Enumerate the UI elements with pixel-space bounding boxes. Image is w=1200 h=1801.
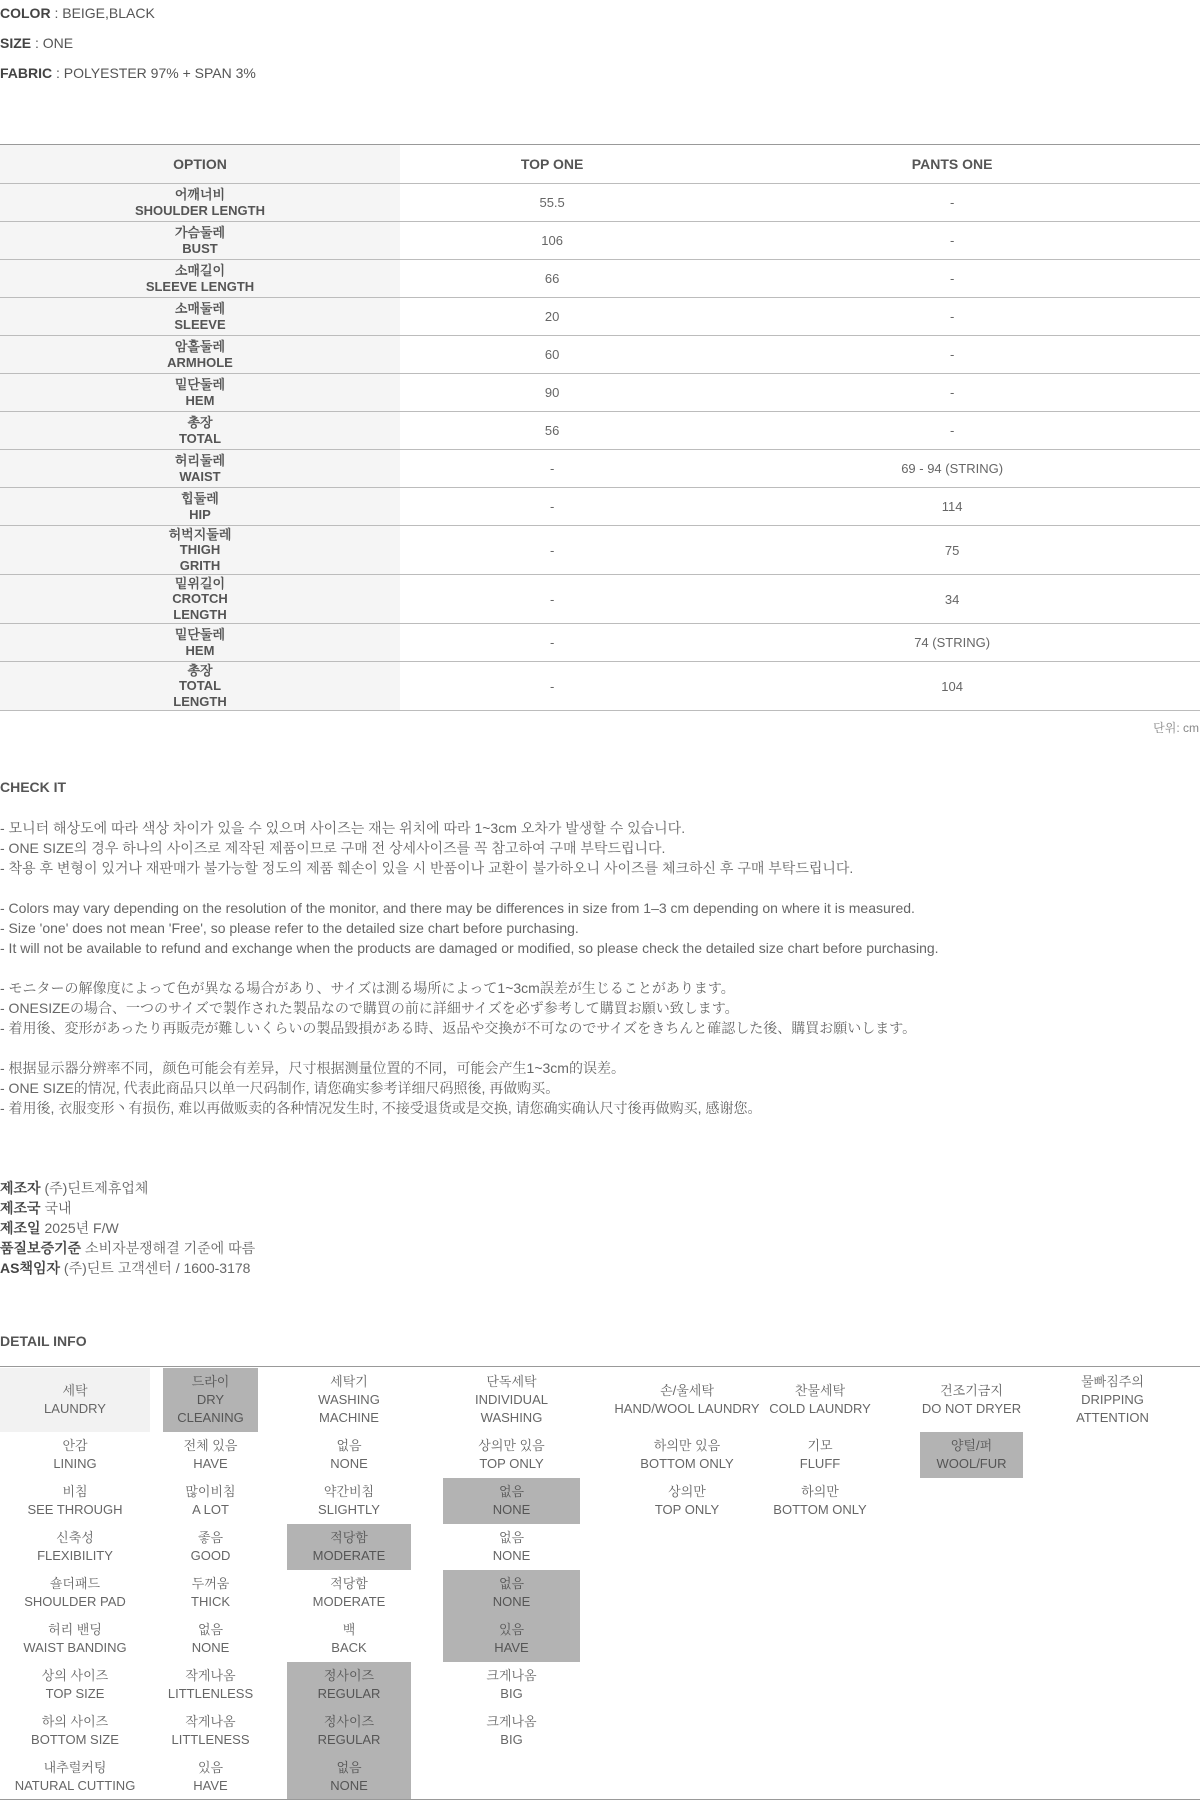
detail-row-label-text: SHOULDER PAD bbox=[24, 1594, 126, 1609]
detail-row-label bbox=[0, 1368, 150, 1432]
notes-group bbox=[0, 1058, 939, 1118]
detail-option-en: BOTTOM ONLY bbox=[640, 1456, 734, 1471]
detail-option-en: DRY CLEANING bbox=[177, 1392, 244, 1425]
size-row-label bbox=[0, 336, 400, 374]
size-row-label-ko: 밑단둘레 bbox=[174, 377, 226, 392]
notes-group bbox=[0, 978, 939, 1038]
detail-option-en: HAVE bbox=[494, 1640, 529, 1655]
detail-option bbox=[443, 1432, 580, 1478]
detail-option-en: BACK bbox=[331, 1640, 367, 1655]
detail-option-ko: 없음 bbox=[336, 1438, 362, 1453]
notes-line: - 根据显示器分辨率不同，颜色可能会有差异，尺寸根据测量位置的不同，可能会产生1~3cm的误差。 bbox=[0, 1060, 625, 1076]
detail-option-ko: 드라이 bbox=[191, 1374, 230, 1389]
size-row-label-en: HEM bbox=[185, 392, 215, 408]
detail-option-ko: 손/울세탁 bbox=[660, 1383, 714, 1398]
detail-option bbox=[287, 1432, 411, 1478]
spec-size-key: SIZE bbox=[0, 35, 32, 51]
size-row-label-en: TOTAL bbox=[178, 678, 222, 694]
size-row-pants-value: 69 - 94 (STRING) bbox=[704, 450, 1200, 488]
size-row-label-ko: 소매길이 bbox=[174, 263, 226, 278]
detail-option bbox=[287, 1478, 411, 1524]
detail-option-en: BIG bbox=[500, 1732, 523, 1747]
size-row-label bbox=[0, 298, 400, 336]
check-it-title: CHECK IT bbox=[0, 779, 67, 795]
detail-option-selected bbox=[287, 1754, 411, 1800]
size-row-label-en: CROTCH bbox=[172, 591, 228, 607]
size-row-label-en: ARMHOLE bbox=[167, 354, 233, 370]
detail-option-en: REGULAR bbox=[317, 1686, 381, 1701]
header-option: OPTION bbox=[0, 145, 400, 184]
size-row bbox=[0, 336, 1200, 374]
detail-option-en: THICK bbox=[191, 1594, 230, 1609]
maker-info bbox=[0, 1178, 255, 1278]
size-row-label bbox=[0, 450, 400, 488]
spec-fabric bbox=[0, 65, 256, 81]
size-row-label-ko: 총장 bbox=[187, 415, 213, 430]
detail-option-ko: 없음 bbox=[197, 1622, 224, 1637]
size-row bbox=[0, 298, 1200, 336]
maker-info-label: 품질보증기준 bbox=[0, 1240, 82, 1256]
size-row-label bbox=[0, 374, 400, 412]
detail-option bbox=[163, 1524, 258, 1570]
detail-row-label-text: 비침 bbox=[62, 1484, 88, 1499]
detail-option bbox=[760, 1368, 880, 1432]
size-row-label bbox=[0, 412, 400, 450]
detail-option bbox=[163, 1754, 258, 1800]
detail-option-en: NONE bbox=[330, 1456, 368, 1471]
maker-info-line bbox=[0, 1258, 255, 1278]
detail-option-ko: 없음 bbox=[498, 1484, 525, 1499]
detail-option-selected bbox=[443, 1478, 580, 1524]
notes-line: - 着用後、変形があったり再販売が難しいくらいの製品毀損がある時、返品や交換が不可なのでサイズをきちんと確認した後、購買お願いします。 bbox=[0, 1020, 917, 1036]
size-row-top-value: - bbox=[400, 624, 704, 662]
size-row-pants-value: - bbox=[704, 336, 1200, 374]
size-table-body bbox=[0, 184, 1200, 711]
detail-row-label bbox=[0, 1524, 150, 1570]
spec-fabric-value: : POLYESTER 97% + SPAN 3% bbox=[52, 65, 256, 81]
size-row-pants-value: - bbox=[704, 298, 1200, 336]
detail-option-ko: 두꺼움 bbox=[191, 1576, 230, 1591]
detail-info-top-rule bbox=[0, 1366, 1200, 1367]
detail-option-en: INDIVIDUAL WASHING bbox=[475, 1392, 548, 1425]
detail-option-en: DO NOT DRYER bbox=[921, 1401, 1022, 1416]
size-row-label bbox=[0, 260, 400, 298]
size-row-pants-value: - bbox=[704, 184, 1200, 222]
size-row-label bbox=[0, 662, 400, 711]
detail-row-label-text: 내추럴커팅 bbox=[43, 1760, 107, 1775]
detail-option-en: NONE bbox=[492, 1502, 531, 1517]
size-row bbox=[0, 662, 1200, 711]
size-row-top-value: 66 bbox=[400, 260, 704, 298]
header-top-one: TOP ONE bbox=[400, 145, 704, 184]
detail-option-en: GOOD bbox=[190, 1548, 231, 1563]
size-row-top-value: - bbox=[400, 526, 704, 575]
size-row-pants-value: 74 (STRING) bbox=[704, 624, 1200, 662]
detail-option-ko: 작게나옴 bbox=[185, 1668, 236, 1683]
size-row-pants-value: - bbox=[704, 222, 1200, 260]
detail-option-ko: 하의만 bbox=[801, 1484, 839, 1499]
detail-option-en: HAND/WOOL LAUNDRY bbox=[614, 1401, 760, 1416]
detail-option bbox=[610, 1478, 764, 1524]
maker-info-value: 국내 bbox=[40, 1200, 72, 1216]
detail-option-ko: 상의만 bbox=[668, 1484, 706, 1499]
detail-row-label-text: 세탁 bbox=[62, 1383, 88, 1398]
detail-row-label bbox=[0, 1616, 150, 1662]
size-row-label-ko: 허벅지둘레 bbox=[168, 526, 232, 542]
notes-line: - ONE SIZE的情况, 代表此商品只以单一尺码制作, 请您确实参考详细尺码照後, 再做购买。 bbox=[0, 1080, 560, 1096]
notes-line: - Size 'one' does not mean 'Free', so please refer to the detailed size chart before purchasing. bbox=[0, 920, 579, 936]
size-row-label-ko: 힙둘레 bbox=[181, 491, 219, 506]
size-row-label-en: LENGTH bbox=[173, 693, 227, 709]
detail-option bbox=[443, 1368, 580, 1432]
size-row-label-ko: 허리둘레 bbox=[174, 453, 226, 468]
detail-option-ko: 정사이즈 bbox=[323, 1714, 375, 1729]
detail-option bbox=[610, 1432, 764, 1478]
size-row-pants-value: 104 bbox=[704, 662, 1200, 711]
detail-option bbox=[1045, 1368, 1180, 1432]
notes-group bbox=[0, 898, 939, 958]
detail-option-en: LITTLENESS bbox=[171, 1732, 250, 1747]
detail-option-selected bbox=[163, 1368, 258, 1432]
detail-option-en: SLIGHTLY bbox=[318, 1502, 380, 1517]
size-row-label-ko: 밑위길이 bbox=[174, 575, 226, 591]
detail-row-label bbox=[0, 1432, 150, 1478]
detail-option-en: MODERATE bbox=[312, 1548, 386, 1563]
size-row-label-en: SLEEVE bbox=[174, 316, 226, 332]
size-row-top-value: - bbox=[400, 662, 704, 711]
size-row-label bbox=[0, 624, 400, 662]
detail-option bbox=[610, 1368, 764, 1432]
detail-option-en: HAVE bbox=[193, 1778, 228, 1793]
detail-row-label-text: 하의 사이즈 bbox=[41, 1714, 109, 1729]
size-row-label-ko: 총장 bbox=[187, 662, 213, 678]
detail-option-ko: 단독세탁 bbox=[486, 1374, 537, 1389]
detail-option-ko: 전체 있음 bbox=[183, 1438, 238, 1453]
size-row-label-en: TOTAL bbox=[178, 430, 222, 446]
size-row-label bbox=[0, 222, 400, 260]
notes-line: - 착용 후 변형이 있거나 재판매가 불가능할 정도의 제품 훼손이 있을 시 반품이나 교환이 불가하오니 사이즈를 체크하신 후 구매 부탁드립니다. bbox=[0, 860, 854, 876]
detail-option-en: FLUFF bbox=[799, 1456, 841, 1471]
size-row-label-en: THIGH bbox=[179, 542, 221, 558]
size-row-label-ko: 밑단둘레 bbox=[174, 627, 226, 642]
detail-row-label-text: 상의 사이즈 bbox=[41, 1668, 109, 1683]
size-row-pants-value: - bbox=[704, 260, 1200, 298]
detail-option-en: WASHING MACHINE bbox=[318, 1392, 380, 1425]
size-row-label-en: WAIST bbox=[179, 468, 221, 484]
maker-info-value: (주)딘트 고객센터 / 1600-3178 bbox=[60, 1260, 251, 1276]
size-row-top-value: - bbox=[400, 488, 704, 526]
detail-option-en: COLD LAUNDRY bbox=[769, 1401, 871, 1416]
detail-option-ko: 정사이즈 bbox=[323, 1668, 375, 1683]
maker-info-value: (주)딘트제휴업체 bbox=[40, 1180, 149, 1196]
size-row-top-value: 55.5 bbox=[400, 184, 704, 222]
detail-option-ko: 크게나옴 bbox=[486, 1714, 537, 1729]
notes-group bbox=[0, 818, 939, 878]
size-row-pants-value: - bbox=[704, 374, 1200, 412]
notes-line: - ONE SIZE의 경우 하나의 사이즈로 제작된 제품이므로 구매 전 상세사이즈를 꼭 참고하여 구매 부탁드립니다. bbox=[0, 840, 666, 856]
detail-option bbox=[443, 1662, 580, 1708]
detail-option bbox=[760, 1478, 880, 1524]
size-row-top-value: 106 bbox=[400, 222, 704, 260]
detail-option-en: LITTLENLESS bbox=[167, 1686, 254, 1701]
detail-option-ko: 기모 bbox=[807, 1438, 833, 1453]
detail-option-en: HAVE bbox=[193, 1456, 228, 1471]
detail-row-label bbox=[0, 1708, 150, 1754]
spec-size-value: : ONE bbox=[31, 35, 74, 51]
size-table bbox=[0, 144, 1200, 711]
size-row-label-ko: 어깨너비 bbox=[174, 187, 226, 202]
maker-info-line bbox=[0, 1198, 255, 1218]
size-row-top-value: 90 bbox=[400, 374, 704, 412]
detail-option-ko: 물빠짐주의 bbox=[1081, 1374, 1144, 1389]
detail-option bbox=[163, 1570, 258, 1616]
notes-line: - 모니터 해상도에 따라 색상 차이가 있을 수 있으며 사이즈는 재는 위치에 따라 1~3cm 오차가 발생할 수 있습니다. bbox=[0, 820, 686, 836]
detail-option-selected bbox=[287, 1708, 411, 1754]
detail-option-ko: 없음 bbox=[336, 1760, 362, 1775]
size-row-top-value: 20 bbox=[400, 298, 704, 336]
size-row-label bbox=[0, 526, 400, 575]
detail-option-ko: 있음 bbox=[197, 1760, 224, 1775]
detail-option bbox=[163, 1708, 258, 1754]
size-table-header bbox=[0, 145, 1200, 184]
size-row bbox=[0, 624, 1200, 662]
size-row-label-en: SHOULDER LENGTH bbox=[135, 202, 265, 218]
size-row-label-ko: 암홀둘레 bbox=[174, 339, 226, 354]
detail-info-bottom-rule bbox=[0, 1799, 1200, 1800]
size-row-label bbox=[0, 575, 400, 624]
detail-option-ko: 상의만 있음 bbox=[478, 1438, 545, 1453]
detail-option-en: WOOL/FUR bbox=[936, 1456, 1007, 1471]
detail-option bbox=[760, 1432, 880, 1478]
detail-option-ko: 적당함 bbox=[330, 1576, 368, 1591]
detail-option-ko: 백 bbox=[342, 1622, 356, 1637]
unit-label: 단위: cm bbox=[1153, 721, 1199, 735]
detail-option-ko: 작게나옴 bbox=[185, 1714, 236, 1729]
detail-option-ko: 좋음 bbox=[197, 1530, 224, 1545]
size-row bbox=[0, 450, 1200, 488]
detail-option-ko: 하의만 있음 bbox=[653, 1438, 721, 1453]
detail-row-label-text: SEE THROUGH bbox=[27, 1502, 123, 1517]
detail-option-selected bbox=[287, 1662, 411, 1708]
header-pants-one: PANTS ONE bbox=[704, 145, 1200, 184]
detail-row-label-text: LINING bbox=[53, 1456, 97, 1471]
detail-option-en: NONE bbox=[492, 1548, 531, 1563]
detail-option bbox=[163, 1432, 258, 1478]
maker-info-value: 2025년 F/W bbox=[40, 1220, 119, 1236]
check-it-notes bbox=[0, 818, 939, 1138]
size-row-label-en: HIP bbox=[189, 506, 211, 522]
size-row bbox=[0, 184, 1200, 222]
detail-option bbox=[920, 1368, 1023, 1432]
size-row-pants-value: 75 bbox=[704, 526, 1200, 575]
detail-option bbox=[287, 1570, 411, 1616]
detail-option-en: MODERATE bbox=[312, 1594, 386, 1609]
size-row-label-en: LENGTH bbox=[173, 606, 227, 622]
detail-row-label bbox=[0, 1570, 150, 1616]
size-row bbox=[0, 575, 1200, 624]
size-row-label-ko: 가슴둘레 bbox=[174, 225, 226, 240]
notes-line: - It will not be available to refund and exchange when the products are damaged or modified, so please check the detailed size chart before purchasing. bbox=[0, 940, 939, 956]
detail-option-ko: 많이비침 bbox=[185, 1484, 236, 1499]
detail-option bbox=[287, 1368, 411, 1432]
detail-option-selected bbox=[443, 1616, 580, 1662]
detail-row-label bbox=[0, 1754, 150, 1800]
detail-option-ko: 적당함 bbox=[330, 1530, 368, 1545]
size-row-top-value: 56 bbox=[400, 412, 704, 450]
detail-option bbox=[287, 1616, 411, 1662]
detail-option-ko: 있음 bbox=[498, 1622, 525, 1637]
notes-line: - Colors may vary depending on the resolution of the monitor, and there may be differences in size from 1–3 cm depending on where it is measured. bbox=[0, 900, 915, 916]
spec-size bbox=[0, 35, 73, 51]
maker-info-line bbox=[0, 1238, 255, 1258]
size-row-pants-value: 114 bbox=[704, 488, 1200, 526]
detail-row-label-text: TOP SIZE bbox=[45, 1686, 105, 1701]
size-row bbox=[0, 488, 1200, 526]
notes-line: - モニターの解像度によって色が異なる場合があり、サイズは測る場所によって1~3cm誤差が生じることがあります。 bbox=[0, 980, 735, 996]
detail-option-en: DRIPPING ATTENTION bbox=[1076, 1392, 1149, 1425]
detail-option bbox=[163, 1478, 258, 1524]
detail-option-en: BOTTOM ONLY bbox=[773, 1502, 867, 1517]
notes-line: - 着用後, 衣服变形丶有损伤, 难以再做贩卖的各种情况发生时, 不接受退货或是交换, 请您确实确认尺寸後再做购买, 感谢您。 bbox=[0, 1100, 762, 1116]
size-row-label bbox=[0, 184, 400, 222]
detail-option-en: NONE bbox=[492, 1594, 531, 1609]
size-row-pants-value: 34 bbox=[704, 575, 1200, 624]
detail-row-label-text: WAIST BANDING bbox=[23, 1640, 127, 1655]
detail-option-selected bbox=[920, 1432, 1023, 1478]
spec-color bbox=[0, 5, 155, 21]
maker-info-label: 제조일 bbox=[0, 1220, 41, 1236]
detail-option-en: TOP ONLY bbox=[479, 1456, 544, 1471]
detail-row-label-text: 숄더패드 bbox=[49, 1576, 101, 1591]
size-row-label bbox=[0, 488, 400, 526]
detail-option-ko: 약간비침 bbox=[323, 1484, 375, 1499]
detail-option bbox=[443, 1524, 580, 1570]
maker-info-line bbox=[0, 1178, 255, 1198]
size-row bbox=[0, 260, 1200, 298]
detail-row-label-text: NATURAL CUTTING bbox=[14, 1778, 136, 1793]
size-row-label-en: SLEEVE LENGTH bbox=[145, 278, 255, 294]
detail-option-en: A LOT bbox=[192, 1502, 229, 1517]
detail-row-label-text: 허리 밴딩 bbox=[48, 1622, 102, 1637]
detail-option bbox=[163, 1662, 258, 1708]
detail-option-en: NONE bbox=[330, 1778, 368, 1793]
size-row-top-value: - bbox=[400, 450, 704, 488]
detail-row-label bbox=[0, 1662, 150, 1708]
size-row bbox=[0, 526, 1200, 575]
size-row-label-ko: 소매둘레 bbox=[174, 301, 226, 316]
detail-option-selected bbox=[443, 1570, 580, 1616]
detail-row-label-text: FLEXIBILITY bbox=[37, 1548, 113, 1563]
detail-option-ko: 양털/퍼 bbox=[950, 1438, 993, 1453]
spec-color-key: COLOR bbox=[0, 5, 51, 21]
size-row bbox=[0, 412, 1200, 450]
detail-row-label-text: 안감 bbox=[62, 1438, 88, 1453]
detail-option-en: TOP ONLY bbox=[654, 1502, 720, 1517]
size-row bbox=[0, 374, 1200, 412]
detail-row-label-text: LAUNDRY bbox=[44, 1401, 106, 1416]
notes-line: - ONESIZEの場合、一つのサイズで製作された製品なので購買の前に詳細サイズを必ず参考して購買お願い致します。 bbox=[0, 1000, 739, 1016]
maker-info-label: 제조국 bbox=[0, 1200, 41, 1216]
detail-row-label-text: BOTTOM SIZE bbox=[31, 1732, 119, 1747]
detail-option-ko: 크게나옴 bbox=[486, 1668, 537, 1683]
detail-option bbox=[443, 1708, 580, 1754]
spec-fabric-key: FABRIC bbox=[0, 65, 53, 81]
size-row bbox=[0, 222, 1200, 260]
detail-option-en: NONE bbox=[191, 1640, 230, 1655]
detail-option-ko: 찬물세탁 bbox=[794, 1383, 846, 1398]
size-row-top-value: 60 bbox=[400, 336, 704, 374]
size-row-label-en: BUST bbox=[182, 240, 218, 256]
maker-info-label: 제조자 bbox=[0, 1180, 41, 1196]
detail-option-ko: 없음 bbox=[498, 1576, 525, 1591]
detail-info-title: DETAIL INFO bbox=[0, 1333, 87, 1349]
detail-option-ko: 없음 bbox=[498, 1530, 525, 1545]
detail-row-label bbox=[0, 1478, 150, 1524]
size-row-label-en: HEM bbox=[185, 642, 215, 658]
spec-color-value: : BEIGE,BLACK bbox=[50, 5, 155, 21]
detail-option-selected bbox=[287, 1524, 411, 1570]
maker-info-label: AS책임자 bbox=[0, 1260, 61, 1276]
maker-info-value: 소비자분쟁해결 기준에 따름 bbox=[81, 1240, 256, 1256]
detail-option-ko: 건조기금지 bbox=[940, 1383, 1003, 1398]
detail-option-ko: 세탁기 bbox=[330, 1374, 368, 1389]
detail-option bbox=[163, 1616, 258, 1662]
size-row-top-value: - bbox=[400, 575, 704, 624]
detail-row-label-text: 신축성 bbox=[56, 1530, 94, 1545]
detail-option-en: BIG bbox=[500, 1686, 523, 1701]
detail-option-en: REGULAR bbox=[317, 1732, 381, 1747]
size-row-label-en: GRITH bbox=[179, 557, 221, 573]
size-row-pants-value: - bbox=[704, 412, 1200, 450]
maker-info-line bbox=[0, 1218, 255, 1238]
